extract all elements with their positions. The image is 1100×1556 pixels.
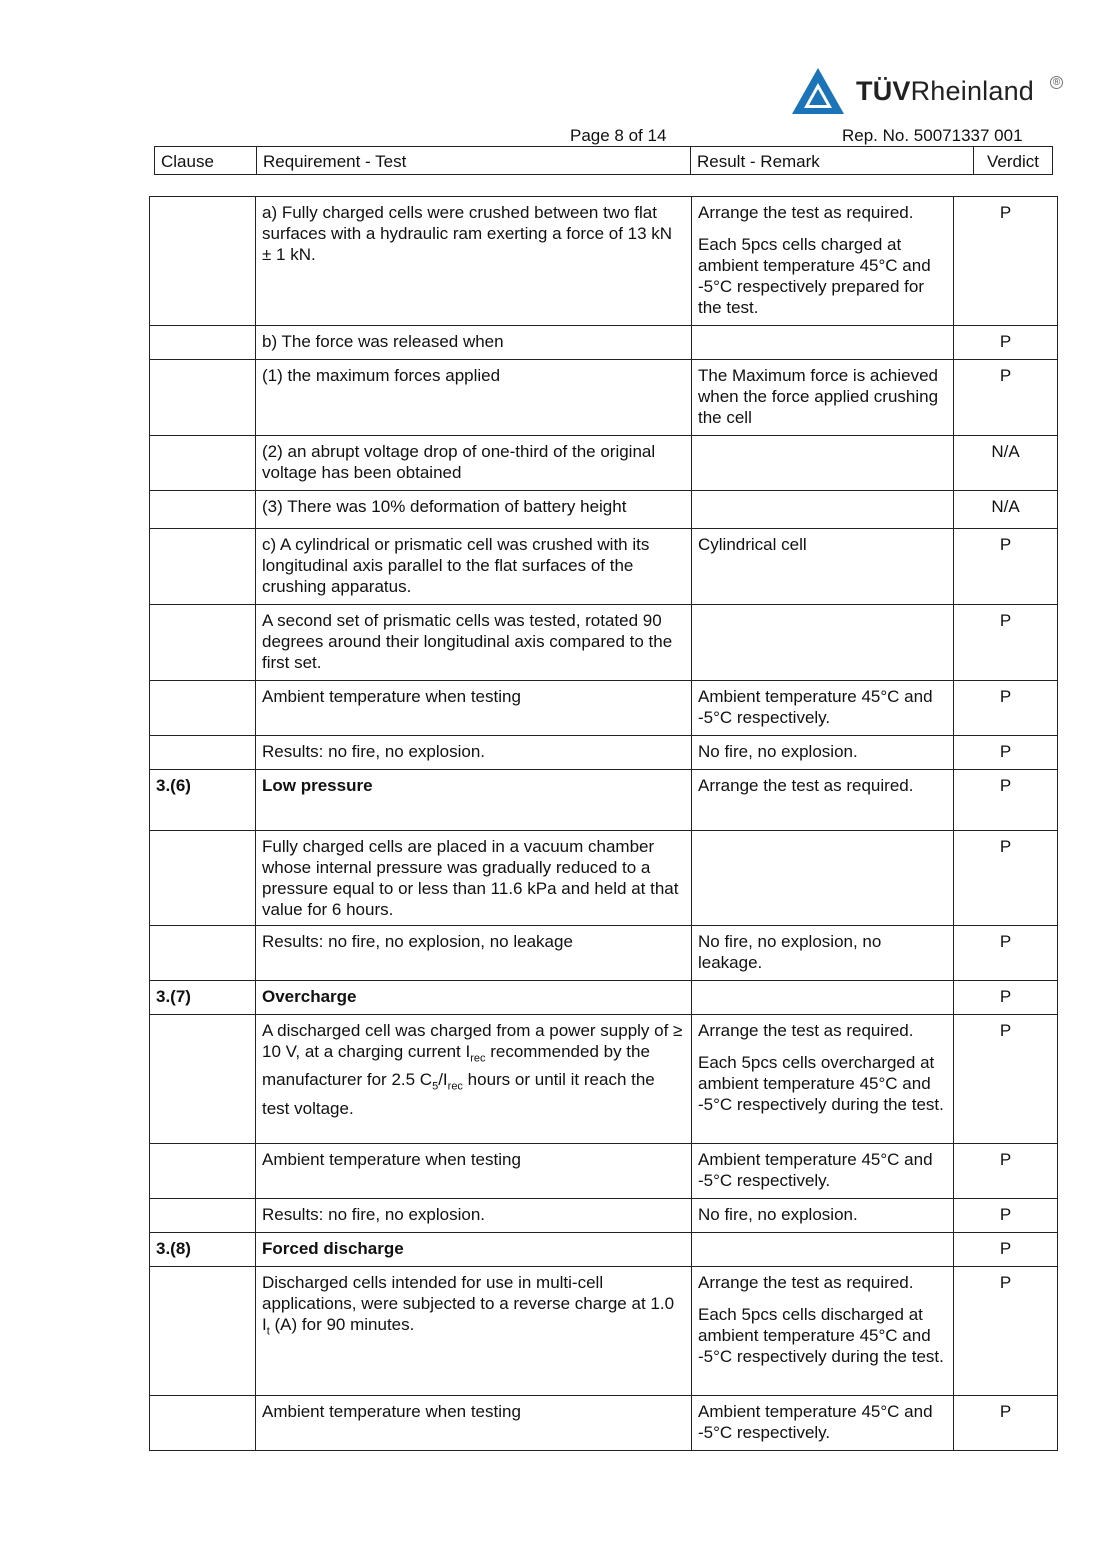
header-clause: Clause <box>155 147 257 175</box>
verdict-cell: P <box>954 529 1058 605</box>
result-text: No fire, no explosion, no leakage. <box>698 932 882 972</box>
result-cell <box>692 981 954 1015</box>
verdict-cell: P <box>954 1267 1058 1396</box>
requirement-cell: Ambient temperature when testing <box>256 1396 692 1451</box>
requirement-cell: a) Fully charged cells were crushed between two flat surfaces with a hydraulic ram exerting a force of 13 kN ± 1 kN. <box>256 197 692 326</box>
verdict-cell: P <box>954 1015 1058 1144</box>
verdict-cell: P <box>954 770 1058 831</box>
result-text-secondary: Each 5pcs cells discharged at ambient temperature 45°C and -5°C respectively during the test. <box>698 1305 944 1366</box>
requirement-cell <box>256 1233 692 1267</box>
requirement-cell: Results: no fire, no explosion. <box>256 1199 692 1233</box>
requirement-cell: Fully charged cells are placed in a vacuum chamber whose internal pressure was gradually reduced to a pressure equal to or less than 11.6 kPa and held at that value for 6 hours. <box>256 831 692 926</box>
requirement-cell <box>256 770 692 831</box>
table-row <box>150 360 1058 436</box>
logo-text: TÜVRheinland <box>856 76 1035 106</box>
table-row <box>150 981 1058 1015</box>
result-text: Arrange the test as required. <box>698 203 914 222</box>
requirement-cell: Ambient temperature when testing <box>256 681 692 736</box>
requirement-cell: b) The force was released when <box>256 326 692 360</box>
requirement-cell: Ambient temperature when testing <box>256 1144 692 1199</box>
result-text: The Maximum force is achieved when the force applied crushing the cell <box>698 366 939 427</box>
table-row <box>150 326 1058 360</box>
result-text: No fire, no explosion. <box>698 742 858 761</box>
result-cell <box>692 736 954 770</box>
requirement-cell <box>256 1015 692 1144</box>
clause-cell <box>150 831 256 926</box>
tuv-rheinland-logo <box>790 66 1070 118</box>
header-result: Result - Remark <box>691 147 974 175</box>
result-cell <box>692 770 954 831</box>
table-row <box>150 926 1058 981</box>
result-text: Arrange the test as required. <box>698 1021 914 1040</box>
requirement-cell: c) A cylindrical or prismatic cell was crushed with its longitudinal axis parallel to the flat surfaces of the crushing apparatus. <box>256 529 692 605</box>
result-cell <box>692 1396 954 1451</box>
table-row <box>150 736 1058 770</box>
header-requirement: Requirement - Test <box>257 147 691 175</box>
registered-mark: ® <box>1050 76 1063 89</box>
requirement-text: A discharged cell was charged from a power supply of ≥ 10 V, at a charging current I <box>262 1021 683 1061</box>
section-title: Overcharge <box>262 987 357 1006</box>
clause-cell <box>150 736 256 770</box>
header-verdict: Verdict <box>974 147 1053 175</box>
verdict-cell: P <box>954 360 1058 436</box>
clause-cell <box>150 605 256 681</box>
result-cell <box>692 529 954 605</box>
requirement-cell: Results: no fire, no explosion, no leakage <box>256 926 692 981</box>
result-text-secondary: Each 5pcs cells charged at ambient temperature 45°C and -5°C respectively prepared for the test. <box>698 235 931 317</box>
verdict-cell: P <box>954 681 1058 736</box>
result-text: Cylindrical cell <box>698 535 807 554</box>
tuv-triangle-icon <box>790 66 846 116</box>
result-cell <box>692 1199 954 1233</box>
clause-cell <box>150 1199 256 1233</box>
subscript: rec <box>470 1052 486 1065</box>
requirement-cell <box>256 1267 692 1396</box>
column-header-table <box>154 146 1053 175</box>
verdict-cell: P <box>954 831 1058 926</box>
result-text: Arrange the test as required. <box>698 776 914 795</box>
table-row <box>150 1267 1058 1396</box>
result-text-secondary: Each 5pcs cells overcharged at ambient temperature 45°C and -5°C respectively during the test. <box>698 1053 944 1114</box>
table-row <box>150 605 1058 681</box>
section-title: Forced discharge <box>262 1239 404 1258</box>
verdict-cell: P <box>954 1199 1058 1233</box>
verdict-cell: N/A <box>954 436 1058 491</box>
clause-cell <box>150 926 256 981</box>
clause-cell <box>150 681 256 736</box>
result-cell <box>692 491 954 529</box>
requirement-text: recommended by the manufacturer for 2.5 C <box>262 1042 650 1090</box>
clause-cell: 3.(6) <box>150 770 256 831</box>
table-row <box>150 1233 1058 1267</box>
requirement-cell: (3) There was 10% deformation of battery height <box>256 491 692 529</box>
table-row <box>150 681 1058 736</box>
result-text: Ambient temperature 45°C and -5°C respectively. <box>698 687 933 727</box>
result-text: No fire, no explosion. <box>698 1205 858 1224</box>
clause-cell <box>150 1144 256 1199</box>
table-row <box>150 770 1058 831</box>
page-number: Page 8 of 14 <box>570 126 667 145</box>
table-row <box>150 1144 1058 1199</box>
verdict-cell: P <box>954 326 1058 360</box>
verdict-cell: N/A <box>954 491 1058 529</box>
column-header-row <box>155 147 1053 175</box>
result-cell <box>692 436 954 491</box>
subscript: 5 <box>432 1080 439 1093</box>
verdict-cell: P <box>954 197 1058 326</box>
subscript: rec <box>447 1080 463 1093</box>
report-number: Rep. No. 50071337 001 <box>842 126 1023 145</box>
verdict-cell: P <box>954 736 1058 770</box>
result-cell <box>692 360 954 436</box>
verdict-cell: P <box>954 1396 1058 1451</box>
requirement-cell: A second set of prismatic cells was tested, rotated 90 degrees around their longitudinal axis compared to the first set. <box>256 605 692 681</box>
result-cell <box>692 831 954 926</box>
requirement-text: (A) for 90 minutes. <box>269 1315 415 1334</box>
table-row <box>150 491 1058 529</box>
requirement-text: /I <box>438 1070 448 1090</box>
clause-cell: 3.(7) <box>150 981 256 1015</box>
clause-cell <box>150 491 256 529</box>
result-text: Arrange the test as required. <box>698 1273 914 1292</box>
verdict-cell: P <box>954 1144 1058 1199</box>
clause-cell <box>150 326 256 360</box>
table-row <box>150 831 1058 926</box>
clause-cell <box>150 1396 256 1451</box>
result-cell <box>692 605 954 681</box>
verdict-cell: P <box>954 926 1058 981</box>
result-cell <box>692 326 954 360</box>
subscript: t <box>266 1325 270 1338</box>
result-cell <box>692 197 954 326</box>
result-cell <box>692 1015 954 1144</box>
clause-cell <box>150 1267 256 1396</box>
requirement-cell <box>256 981 692 1015</box>
table-row <box>150 1015 1058 1144</box>
clause-cell <box>150 197 256 326</box>
verdict-cell: P <box>954 1233 1058 1267</box>
result-text: Ambient temperature 45°C and -5°C respectively. <box>698 1150 933 1190</box>
requirement-cell: (1) the maximum forces applied <box>256 360 692 436</box>
table-row <box>150 529 1058 605</box>
result-cell <box>692 1267 954 1396</box>
table-row <box>150 1199 1058 1233</box>
result-cell <box>692 1233 954 1267</box>
clause-cell: 3.(8) <box>150 1233 256 1267</box>
clause-cell <box>150 360 256 436</box>
requirement-cell: (2) an abrupt voltage drop of one-third of the original voltage has been obtained <box>256 436 692 491</box>
requirement-text: Discharged cells intended for use in multi-cell applications, were subjected to a reverse charge at 1.0 I <box>262 1273 675 1334</box>
requirement-cell: Results: no fire, no explosion. <box>256 736 692 770</box>
verdict-cell: P <box>954 605 1058 681</box>
verdict-cell: P <box>954 981 1058 1015</box>
result-cell <box>692 681 954 736</box>
table-row <box>150 197 1058 326</box>
clause-cell <box>150 529 256 605</box>
table-row <box>150 1396 1058 1451</box>
requirement-text: hours or until it reach the test voltage. <box>262 1070 655 1118</box>
section-title: Low pressure <box>262 776 373 795</box>
result-text: Ambient temperature 45°C and -5°C respectively. <box>698 1402 933 1442</box>
table-row <box>150 436 1058 491</box>
test-results-table <box>149 196 1058 1451</box>
result-cell <box>692 1144 954 1199</box>
clause-cell <box>150 436 256 491</box>
clause-cell <box>150 1015 256 1144</box>
result-cell <box>692 926 954 981</box>
